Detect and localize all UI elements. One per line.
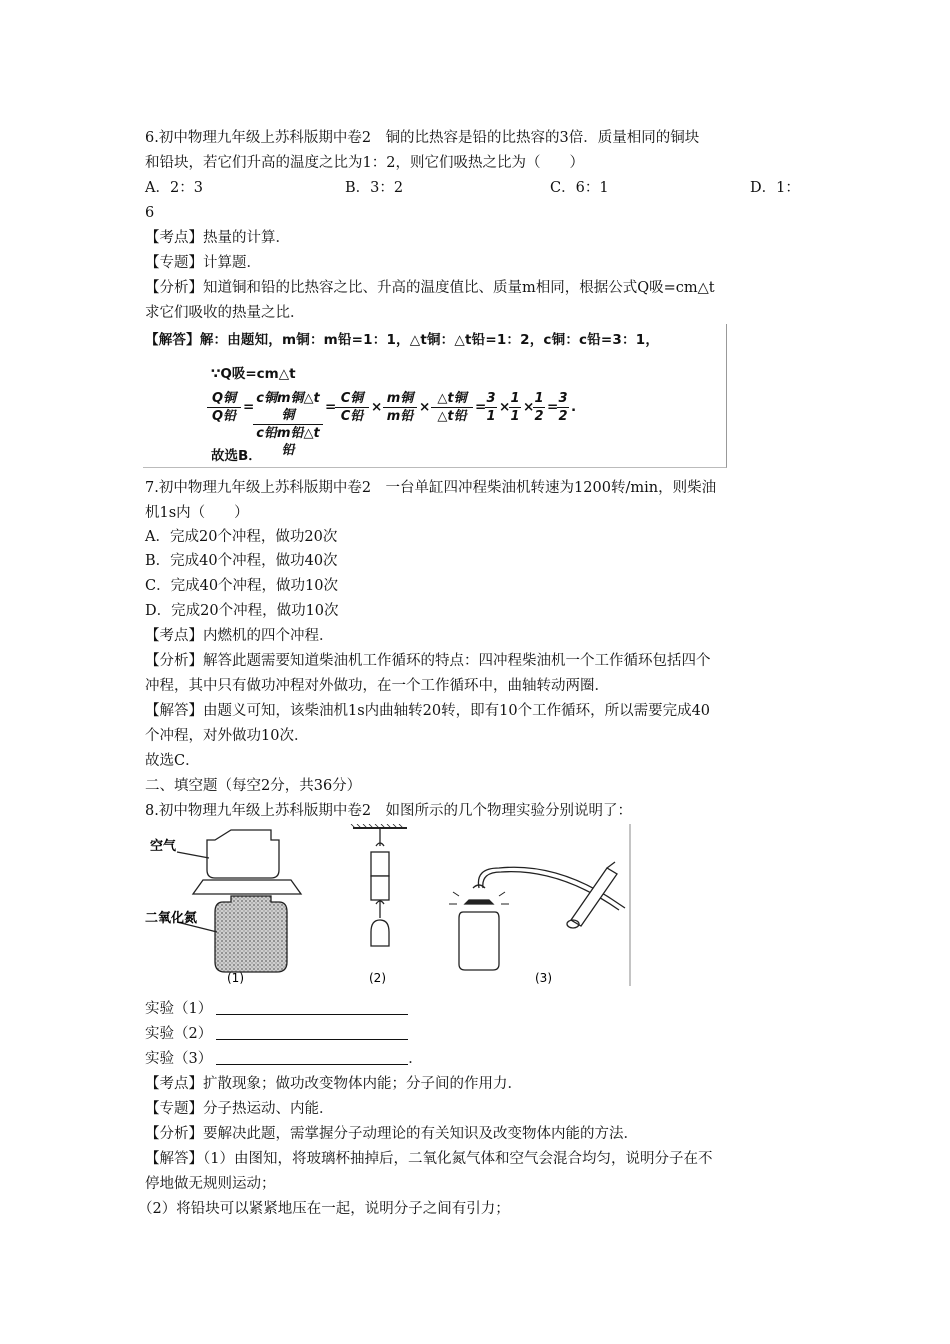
q7-option-b: B．完成40个冲程，做功40次 [145,553,338,569]
fenxi-text: 知道铜和铅的比热容之比、升高的温度值比、质量m相同，根据公式Q吸=cm△t [203,280,715,296]
caption-2: (2) [369,971,386,985]
answer-tag: 【解答】 [145,332,200,348]
answer-line1 [145,328,659,348]
kaodian-text: 热量的计算． [203,230,290,246]
q7-line2: 机1s内（ ） [145,505,249,521]
exp2-label: 实验（2） [145,1026,213,1042]
fenxi-text: 要解决此题，需掌握分子动理论的有关知识及改变物体内能的方法． [203,1126,638,1142]
q8-exp3 [145,1049,423,1069]
zhuanti-tag: 【专题】 [145,1101,203,1117]
zhuanti-tag: 【专题】 [145,255,203,271]
q8-jieda [145,1149,712,1169]
kaodian-text: 扩散现象；做功改变物体内能；分子间的作用力． [203,1076,522,1092]
bottle-and-pump [449,862,625,970]
q6-kaodian [145,228,290,248]
q8-line1: 8.初中物理九年级上苏科版期中卷2 如图所示的几个物理实验分别说明了： [145,803,633,819]
zhuanti-text: 计算题． [203,255,261,271]
q6-fenxi [145,278,715,298]
exp3-blank[interactable] [216,1050,408,1065]
q8-exp1 [145,999,408,1019]
q7-fenxi [145,651,711,671]
section-heading: 二、填空题（每空2分，共36分） [145,778,362,794]
q8-jieda-2: （2）将铅块可以紧紧地压在一起，说明分子之间有引力； [138,1201,510,1217]
q7-jieda-cont: 个冲程，对外做功10次． [145,728,309,744]
jieda-tag: 【解答】 [145,1151,203,1167]
fenxi-tag: 【分析】 [145,280,203,296]
answer-line2: ∵Q吸=cm△t [211,366,296,382]
lead-blocks [351,824,407,946]
jieda-text: （1）由图知，将玻璃杯抽掉后，二氧化氮气体和空气会混合均匀，说明分子在不 [203,1151,713,1167]
label-air: 空气 [150,839,177,854]
q8-experiment-figure [145,824,633,986]
fenxi-text: 解答此题需要知道柴油机工作循环的特点：四冲程柴油机一个工作循环包括四个 [203,653,711,669]
q8-kaodian [145,1074,522,1094]
q7-jieda [145,701,710,721]
exp3-end: ． [408,1051,423,1067]
q7-kaodian [145,626,334,646]
caption-1: (1) [227,971,244,985]
kaodian-text: 内燃机的四个冲程． [203,628,334,644]
exp1-label: 实验（1） [145,1001,213,1017]
answer-result: 故选B． [211,448,262,464]
q6-option-b: B．3：2 [345,180,404,196]
q6-answer-image: 【解答】解：由题知，m铜：m铅=1：1，△t铜：△t铅=1：2，c铜：c铅=3：1， ∵Q吸=cm△t Q铜 Q铅 = c铜m铜△t铜 c铅m铅△t铅 = C铜 C铅 × m铜 m铅 × △t铜 △t铅 = $\frac{3}{1}$ × $\frac{1}{1}$ × $\frac{1}{2}$ = $\frac{3}{2}$ . 故选B． [143,324,727,468]
q8-fenxi [145,1124,638,1144]
q6-option-c: C．6：1 [550,180,609,196]
q7-option-c: C．完成40个冲程，做功10次 [145,578,338,594]
kaodian-tag: 【考点】 [145,230,203,246]
q6-line2: 和铅块，若它们升高的温度之比为1：2，则它们吸热之比为（ ） [145,155,584,171]
diffusion-jars [177,830,301,972]
kaodian-tag: 【考点】 [145,628,203,644]
q6-option-a: A．2：3 [145,180,203,196]
experiment-drawing [145,824,633,986]
q8-zhuanti [145,1099,334,1119]
q8-jieda-cont: 停地做无规则运动； [145,1176,276,1192]
jieda-tag: 【解答】 [145,703,203,719]
caption-3: (3) [535,971,552,985]
answer-given: 解：由题知，m铜：m铅=1：1，△t铜：△t铅=1：2，c铜：c铅=3：1， [199,332,660,348]
q6-zhuanti [145,253,261,273]
q6-option-d-cont: 6 [145,205,155,221]
q7-option-d: D．完成20个冲程，做功10次 [145,603,339,619]
q7-option-a: A．完成20个冲程，做功20次 [145,529,338,545]
kaodian-tag: 【考点】 [145,1076,203,1092]
q7-result: 故选C． [145,753,200,769]
q7-line1: 7.初中物理九年级上苏科版期中卷2 一台单缸四冲程柴油机转速为1200转/min，则柴油 [145,480,717,496]
exp2-blank[interactable] [216,1025,408,1040]
exp3-label: 实验（3） [145,1051,213,1067]
q6-fenxi-cont: 求它们吸收的热量之比． [145,305,305,321]
fenxi-tag: 【分析】 [145,653,203,669]
zhuanti-text: 分子热运动、内能． [203,1101,334,1117]
q6-option-d: D．1： [750,180,800,196]
jieda-text: 由题义可知，该柴油机1s内曲轴转20转，即有10个工作循环，所以需要完成40 [203,703,711,719]
q8-exp2 [145,1024,408,1044]
exp1-blank[interactable] [216,1000,408,1015]
label-no2: 二氧化氮 [145,911,198,926]
q6-line1: 6.初中物理九年级上苏科版期中卷2 铜的比热容是铅的比热容的3倍．质量相同的铜块 [145,130,700,146]
q7-fenxi-cont: 冲程，其中只有做功冲程对外做功，在一个工作循环中，曲轴转动两圈． [145,678,609,694]
fenxi-tag: 【分析】 [145,1126,203,1142]
